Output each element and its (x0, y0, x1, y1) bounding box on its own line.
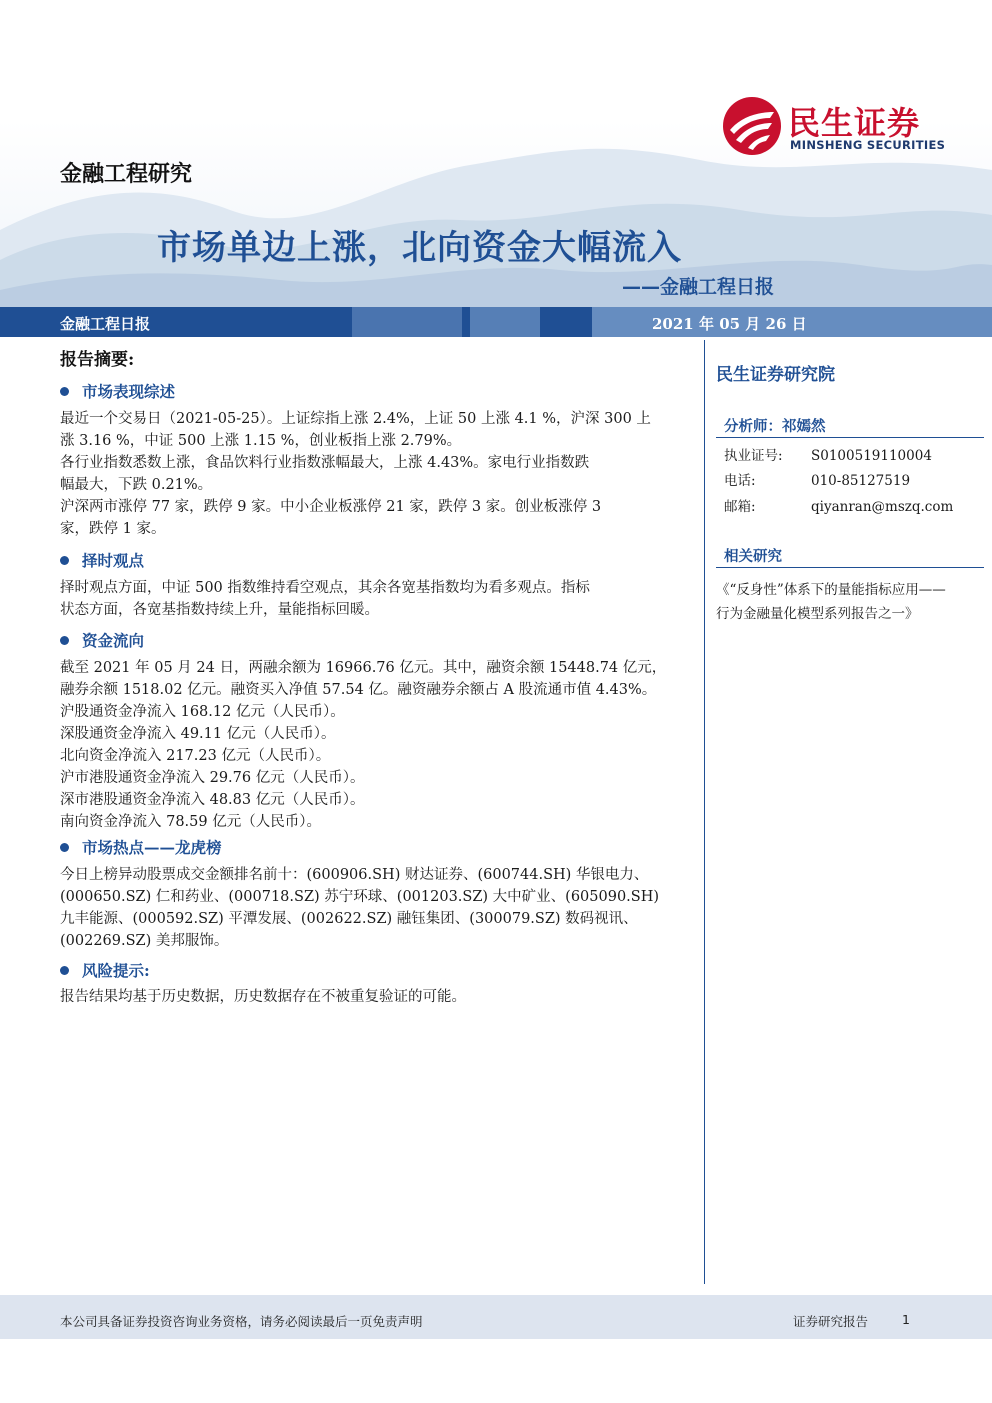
report-title: 市场单边上涨，北向资金大幅流入 (157, 228, 682, 268)
related-research-heading: 相关研究 (724, 548, 782, 565)
page-footer (0, 1295, 992, 1339)
analyst-name: 分析师：祁嫣然 (724, 418, 826, 435)
report-banner (0, 307, 992, 337)
bullet-icon (60, 843, 69, 852)
banner-stripe (470, 307, 540, 337)
related-research-header (716, 543, 984, 568)
footer-disclaimer: 本公司具备证券投资咨询业务资格，请务必阅读最后一页免责声明 (60, 1314, 423, 1329)
logo-name-en: MINSHENG SECURITIES (790, 138, 946, 152)
section-body-timing: 择时观点方面，中证 500 指数维持看空观点，其余各宽基指数均为看多观点。指标 状态方面，各宽基指数持续上升，量能指标回暖。 (60, 580, 590, 618)
summary-heading: 报告摘要: (60, 350, 135, 370)
logo-name-cn: 民生证券 (788, 104, 921, 142)
section-body-risk: 报告结果均基于历史数据，历史数据存在不被重复验证的可能。 (60, 989, 466, 1005)
section-title-fund-flow: 资金流向 (60, 629, 144, 651)
section-title-market: 市场表现综述 (60, 380, 175, 402)
bullet-icon (60, 636, 69, 645)
info-email: 邮箱: qiyanran@mszq.com (724, 499, 954, 515)
bullet-icon (60, 556, 69, 565)
related-research-link[interactable]: 《“反身性”体系下的量能指标应用—— 行为金融量化模型系列报告之一》 (716, 582, 946, 622)
company-logo (722, 96, 962, 158)
section-body-market: 最近一个交易日（2021-05-25）。上证综指上涨 2.4%，上证 50 上涨 4.1 %，沪深 300 上 涨 3.16 %，中证 500 上涨 1.15 %，创业板指上涨 2.79%。 各行业指数悉数上涨，食品饮料行业指数涨幅最大，上涨 4.43%。家电行业指数跌 幅最大，下跌 0.21%。 沪深两市涨停 77 家，跌停 9 家。中小企业板涨停 21 家，跌停 3 家。创业板涨停 3 家，跌停 1 家。 (60, 411, 651, 537)
logo-mark-icon (722, 96, 782, 156)
banner-date: 2021 年 05 月 26 日 (652, 315, 807, 333)
report-subtitle: ——金融工程日报 (622, 276, 775, 298)
bullet-icon (60, 387, 69, 396)
section-title-timing: 择时观点 (60, 549, 144, 571)
report-category: 金融工程研究 (60, 162, 193, 187)
bullet-icon (60, 966, 69, 975)
banner-stripe (352, 307, 462, 337)
section-body-hotspot: 今日上榜异动股票成交金额排名前十：(600906.SH) 财达证券、(600744.SH) 华银电力、 (000650.SZ) 仁和药业、(000718.SZ) 苏宁环球、(001203.SZ) 大中矿业、(605090.SH) 九丰能源、(000592.SZ) 平潭发展、(002622.SZ) 融钰集团、(300079.SZ) 数码视讯、 (002269.SZ) 美邦服饰。 (60, 867, 660, 949)
section-title-hotspot: 市场热点——龙虎榜 (60, 836, 222, 858)
page-number: 1 (902, 1312, 910, 1327)
banner-report-type: 金融工程日报 (60, 315, 151, 333)
column-divider (704, 340, 705, 1284)
institute-name: 民生证券研究院 (716, 365, 835, 385)
analyst-header (716, 412, 984, 438)
info-license: 执业证号: S0100519110004 (724, 448, 932, 464)
section-title-risk: 风险提示: (60, 959, 150, 981)
info-phone: 电话: 010-85127519 (724, 473, 911, 489)
section-body-fund-flow: 截至 2021 年 05 月 24 日，两融余额为 16966.76 亿元。其中，融资余额 15448.74 亿元， 融券余额 1518.02 亿元。融资买入净值 57.54 亿。融资融券余额占 A 股流通市值 4.43%。 沪股通资金净流入 168.12 亿元（人民币）。 深股通资金净流入 49.11 亿元（人民币）。 北向资金净流入 217.23 亿元（人民币）。 沪市港股通资金净流入 29.76 亿元（人民币）。 深市港股通资金净流入 48.83 亿元（人民币）。 南向资金净流入 78.59 亿元（人民币）。 (60, 660, 667, 830)
footer-doc-type: 证券研究报告 (793, 1314, 869, 1329)
